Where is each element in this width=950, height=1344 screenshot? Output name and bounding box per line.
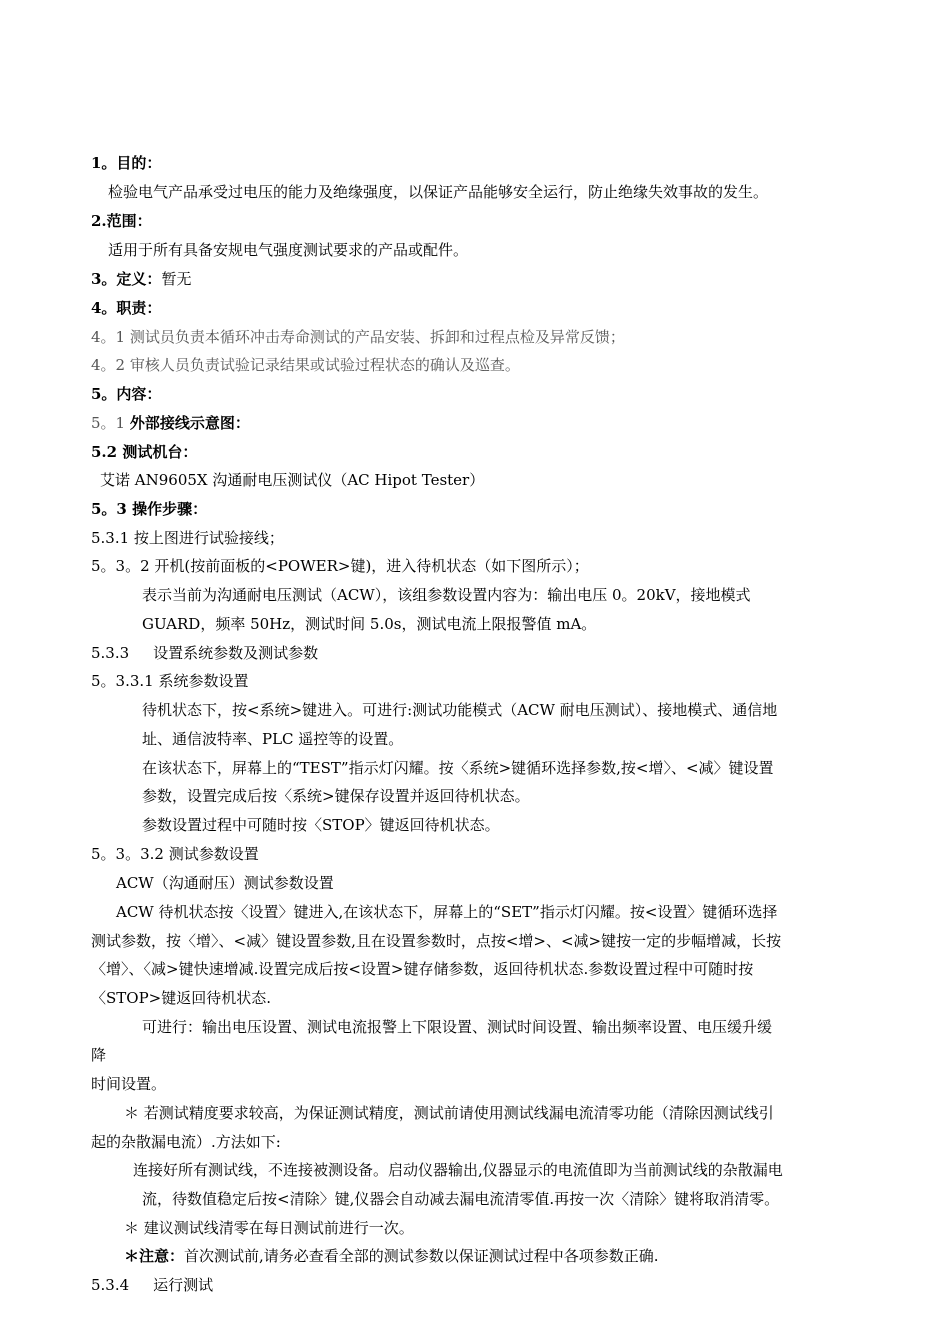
settings-list-line-2: 降 (91, 1046, 107, 1064)
acw-title: ACW（沟通耐压）测试参数设置 (116, 874, 334, 892)
note-daily-zeroing: ＊ 建议测试线清零在每日测试前进行一次。 (124, 1219, 414, 1237)
system-params-line-2: 址、通信波特率、PLC 遥控等的设置。 (142, 730, 404, 748)
section-5-3-title: 5。3 操作步骤： (91, 500, 208, 518)
section-5-1-line (91, 413, 250, 433)
acw-para-line-2: 测试参数，按〈增〉、<减〉键设置参数,且在设置参数时，点按<增>、<减>键按一定的步幅增减，长按 (91, 932, 782, 950)
section-5-1-number: 5。1 (91, 414, 126, 432)
section-3-title: 3。定义： (91, 270, 162, 288)
warning-text: 首次测试前,请务必查看全部的测试参数以保证测试过程中各项参数正确. (184, 1247, 659, 1265)
section-5-3-4-line (91, 1275, 213, 1295)
zeroing-para-line-1: 连接好所有测试线，不连接被测设备。启动仪器输出,仪器显示的电流值即为当前测试线的杂散漏电 (133, 1161, 783, 1179)
note-accuracy-line-2: 起的杂散漏电流）.方法如下: (91, 1133, 281, 1151)
warning-label: ＊注意： (124, 1247, 185, 1265)
acw-para-line-1: ACW 待机状态按〈设置〉键进入,在该状态下，屏幕上的“SET”指示灯闪耀。按<设置〉键循环选择 (116, 903, 778, 921)
section-5-3-3-title: 设置系统参数及测试参数 (153, 644, 319, 662)
section-5-3-2: 5。3。2 开机(按前面板的<POWER>键)，进入待机状态（如下图所示）； (91, 557, 589, 575)
section-4-title: 4。职责： (91, 299, 162, 317)
section-2-body: 适用于所有具备安规电气强度测试要求的产品或配件。 (108, 241, 469, 259)
section-1-body: 检验电气产品承受过电压的能力及绝缘强度，以保证产品能够安全运行，防止绝缘失效事故的发生。 (108, 183, 769, 201)
section-5-3-4-title: 运行测试 (153, 1276, 214, 1294)
warning-line (124, 1246, 659, 1266)
section-5-3-2-para-line-1: 表示当前为沟通耐电压测试（ACW），该组参数设置内容为：输出电压 0。20kV，接地模式 (142, 586, 751, 604)
section-5-3-3-1: 5。3.3.1 系统参数设置 (91, 672, 249, 690)
acw-para-line-3: 〈增〉、〈减>键快速增减.设置完成后按<设置>键存储参数，返回待机状态.参数设置过程中可随时按 (91, 960, 754, 978)
system-params-line-3: 在该状态下，屏幕上的“TEST”指示灯闪耀。按〈系统>键循环选择参数,按<增〉、<减〉键设置 (142, 759, 774, 777)
section-5-title: 5。内容： (91, 385, 162, 403)
section-5-3-2-para-line-2: GUARD，频率 50Hz，测试时间 5.0s，测试电流上限报警值 mA。 (142, 615, 597, 633)
section-5-3-4-number: 5.3.4 (91, 1276, 130, 1294)
settings-list-line-1: 可进行：输出电压设置、测试电流报警上下限设置、测试时间设置、输出频率设置、电压缓升缓 (142, 1018, 773, 1036)
system-params-line-1: 待机状态下，按<系统>键进入。可进行:测试功能模式（ACW 耐电压测试）、接地模式、通信地 (142, 701, 778, 719)
acw-para-line-4: 〈STOP>键返回待机状态. (91, 989, 272, 1007)
section-4-2: 4。2 审核人员负责试验记录结果或试验过程状态的确认及巡查。 (91, 356, 520, 374)
section-1-title: 1。目的： (91, 154, 162, 172)
section-2-title: 2.范围： (91, 212, 152, 230)
section-4-1: 4。1 测试员负责本循环冲击寿命测试的产品安装、拆卸和过程点检及异常反馈； (91, 328, 625, 346)
section-5-3-3-line (91, 643, 318, 663)
settings-list-line-3: 时间设置。 (91, 1075, 167, 1093)
section-3-line (91, 269, 191, 289)
section-5-3-3-2: 5。3。3.2 测试参数设置 (91, 845, 259, 863)
system-params-line-4: 参数，设置完成后按〈系统>键保存设置并返回待机状态。 (142, 787, 530, 805)
section-5-2-body: 艾诺 AN9605X 沟通耐电压测试仪（AC Hipot Tester） (100, 471, 485, 489)
system-params-line-5: 参数设置过程中可随时按〈STOP〉键返回待机状态。 (142, 816, 500, 834)
section-3-value: 暂无 (161, 270, 192, 288)
section-5-2-title: 5.2 测试机台： (91, 443, 198, 461)
section-5-1-title: 外部接线示意图： (129, 414, 250, 432)
zeroing-para-line-2: 流，待数值稳定后按<清除〉键,仪器会自动减去漏电流清零值.再按一次〈清除〉键将取消清零。 (142, 1190, 780, 1208)
section-5-3-3-number: 5.3.3 (91, 644, 130, 662)
note-accuracy-line-1: ＊ 若测试精度要求较高，为保证测试精度，测试前请使用测试线漏电流清零功能（清除因测试线引 (124, 1104, 774, 1122)
section-5-3-1: 5.3.1 按上图进行试验接线； (91, 529, 284, 547)
